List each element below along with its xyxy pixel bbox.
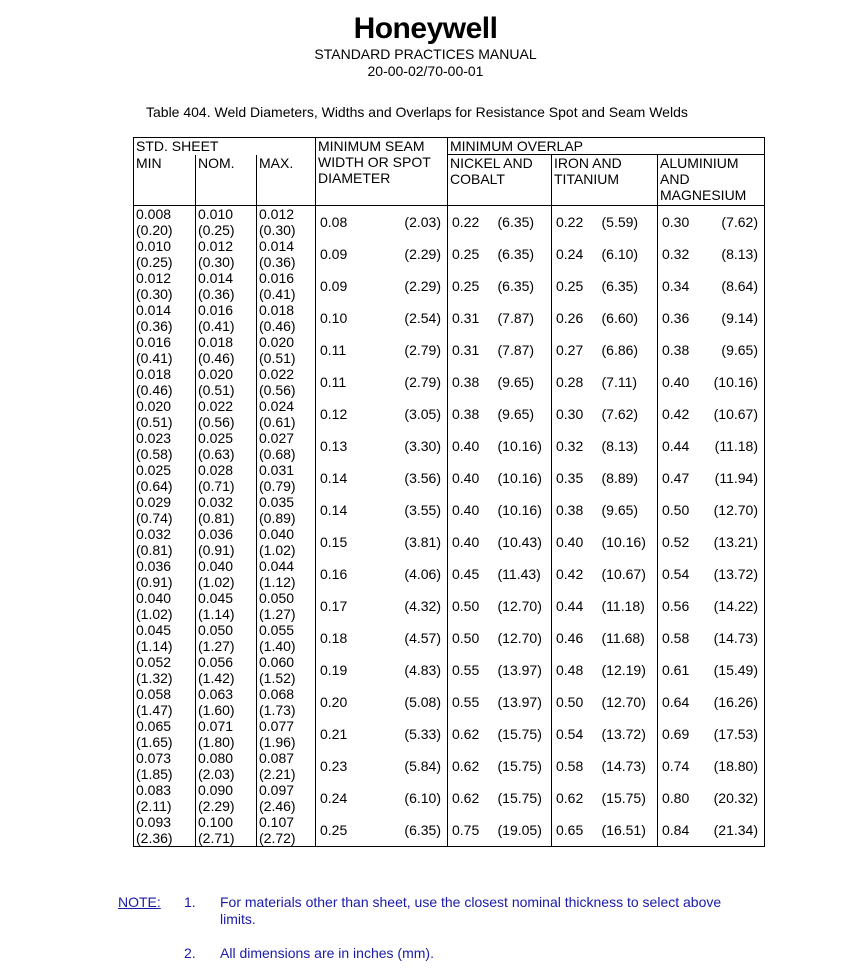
cell-nickel: 0.31: [452, 309, 480, 326]
header-nickel-cobalt: NICKEL AND COBALT: [448, 155, 552, 206]
cell-aluminium-mm: (8.64): [710, 270, 765, 302]
cell-min: 0.020 (0.51): [134, 398, 196, 430]
header-iron-titanium: IRON AND TITANIUM: [552, 155, 658, 206]
cell-iron: 0.54: [556, 725, 584, 742]
cell-seam: 0.23: [320, 757, 348, 774]
cell-aluminium-mm: (9.65): [710, 334, 765, 366]
cell-min: 0.052 (1.32): [134, 654, 196, 686]
cell-iron-mm: (16.51): [600, 814, 658, 847]
cell-min: 0.093 (2.36): [134, 814, 196, 847]
cell-seam-mm: (2.03): [388, 205, 448, 238]
cell-iron-mm: (7.11): [600, 366, 658, 398]
cell-nickel-mm: (13.97): [496, 686, 552, 718]
cell-seam: 0.14: [320, 469, 348, 486]
cell-seam: 0.18: [320, 629, 348, 646]
cell-nom: 0.025 (0.63): [196, 430, 257, 462]
cell-max: 0.012 (0.30): [257, 205, 316, 238]
cell-iron: 0.30: [556, 405, 584, 422]
cell-min: 0.008 (0.20): [134, 205, 196, 238]
cell-seam-mm: (4.83): [388, 654, 448, 686]
cell-seam: 0.17: [320, 597, 348, 614]
cell-nickel-mm: (11.43): [496, 558, 552, 590]
cell-seam: 0.09: [320, 245, 348, 262]
cell-iron: 0.44: [556, 597, 584, 614]
cell-aluminium: 0.80: [662, 789, 690, 806]
cell-nickel-mm: (7.87): [496, 302, 552, 334]
cell-iron-mm: (6.35): [600, 270, 658, 302]
cell-seam-mm: (2.79): [388, 366, 448, 398]
note-text: For materials other than sheet, use the closest nominal thickness to select above limits.: [220, 894, 722, 927]
cell-nickel: 0.62: [452, 757, 480, 774]
cell-iron-mm: (8.89): [600, 462, 658, 494]
cell-seam-mm: (2.29): [388, 238, 448, 270]
cell-nom: 0.022 (0.56): [196, 398, 257, 430]
cell-seam-mm: (2.54): [388, 302, 448, 334]
manual-title: STANDARD PRACTICES MANUAL: [314, 46, 537, 62]
cell-iron: 0.50: [556, 693, 584, 710]
cell-aluminium-mm: (14.22): [710, 590, 765, 622]
cell-nickel: 0.40: [452, 533, 480, 550]
cell-max: 0.020 (0.51): [257, 334, 316, 366]
cell-nickel: 0.50: [452, 629, 480, 646]
cell-iron: 0.32: [556, 437, 584, 454]
table-row: [134, 686, 765, 718]
cell-min: 0.018 (0.46): [134, 366, 196, 398]
cell-nom: 0.056 (1.42): [196, 654, 257, 686]
cell-seam: 0.25: [316, 814, 388, 847]
cell-aluminium: 0.40: [662, 373, 690, 390]
cell-max: 0.077 (1.96): [257, 718, 316, 750]
cell-nickel-mm: (9.65): [496, 366, 552, 398]
cell-seam-mm: (5.84): [388, 750, 448, 782]
cell-iron: 0.38: [556, 501, 584, 518]
cell-iron: 0.48: [556, 661, 584, 678]
note-text: All dimensions are in inches (mm).: [220, 945, 434, 961]
cell-iron-mm: (11.68): [600, 622, 658, 654]
cell-iron: 0.58: [556, 757, 584, 774]
table-row: [134, 205, 765, 238]
brand-logo: Honeywell: [353, 12, 498, 45]
cell-iron: 0.62: [556, 789, 584, 806]
cell-nickel-mm: (6.35): [496, 270, 552, 302]
cell-nom: 0.100 (2.71): [196, 814, 257, 847]
note-label: NOTE:: [118, 894, 161, 910]
table-row: [134, 590, 765, 622]
page-header: [0, 12, 851, 80]
cell-aluminium: 0.30: [658, 205, 710, 238]
cell-aluminium: 0.56: [662, 597, 690, 614]
table-row: [134, 654, 765, 686]
table-row: [134, 462, 765, 494]
cell-nickel-mm: (6.35): [496, 205, 552, 238]
cell-nickel: 0.75: [448, 814, 496, 847]
cell-aluminium-mm: (11.18): [710, 430, 765, 462]
cell-nom: 0.032 (0.81): [196, 494, 257, 526]
cell-iron-mm: (12.19): [600, 654, 658, 686]
cell-iron-mm: (12.70): [600, 686, 658, 718]
cell-iron-mm: (13.72): [600, 718, 658, 750]
cell-aluminium: 0.50: [662, 501, 690, 518]
cell-max: 0.018 (0.46): [257, 302, 316, 334]
cell-nickel: 0.50: [452, 597, 480, 614]
cell-seam-mm: (4.06): [388, 558, 448, 590]
cell-nickel: 0.25: [452, 245, 480, 262]
cell-aluminium: 0.44: [662, 437, 690, 454]
cell-min: 0.023 (0.58): [134, 430, 196, 462]
cell-iron-mm: (8.13): [600, 430, 658, 462]
cell-min: 0.025 (0.64): [134, 462, 196, 494]
cell-seam: 0.14: [320, 501, 348, 518]
cell-seam: 0.13: [320, 437, 348, 454]
cell-iron: 0.46: [556, 629, 584, 646]
cell-aluminium-mm: (12.70): [710, 494, 765, 526]
cell-nickel: 0.31: [452, 341, 480, 358]
cell-nickel: 0.40: [452, 437, 480, 454]
cell-nickel-mm: (10.16): [496, 462, 552, 494]
cell-nickel: 0.22: [448, 205, 496, 238]
table-row: [134, 238, 765, 270]
cell-max: 0.060 (1.52): [257, 654, 316, 686]
cell-nickel-mm: (10.43): [496, 526, 552, 558]
cell-iron: 0.35: [556, 469, 584, 486]
cell-min: 0.029 (0.74): [134, 494, 196, 526]
cell-min: 0.016 (0.41): [134, 334, 196, 366]
cell-aluminium: 0.38: [662, 341, 690, 358]
cell-iron-mm: (10.16): [600, 526, 658, 558]
cell-seam: 0.11: [320, 341, 347, 358]
cell-iron: 0.40: [556, 533, 584, 550]
cell-aluminium: 0.34: [662, 277, 690, 294]
cell-max: 0.044 (1.12): [257, 558, 316, 590]
cell-iron-mm: (5.59): [600, 205, 658, 238]
cell-min: 0.036 (0.91): [134, 558, 196, 590]
header-max: MAX.: [257, 155, 316, 206]
cell-aluminium-mm: (9.14): [710, 302, 765, 334]
cell-nickel: 0.40: [452, 501, 480, 518]
cell-nom: 0.090 (2.29): [196, 782, 257, 814]
cell-min: 0.065 (1.65): [134, 718, 196, 750]
cell-aluminium: 0.47: [662, 469, 690, 486]
cell-aluminium-mm: (8.13): [710, 238, 765, 270]
table-row: [134, 814, 765, 847]
cell-max: 0.016 (0.41): [257, 270, 316, 302]
cell-nickel: 0.40: [452, 469, 480, 486]
cell-nickel-mm: (10.16): [496, 494, 552, 526]
cell-max: 0.107 (2.72): [257, 814, 316, 847]
cell-min: 0.014 (0.36): [134, 302, 196, 334]
cell-seam-mm: (5.33): [388, 718, 448, 750]
cell-nickel: 0.38: [452, 373, 480, 390]
cell-aluminium-mm: (18.80): [710, 750, 765, 782]
table-row: [134, 782, 765, 814]
cell-min: 0.012 (0.30): [134, 270, 196, 302]
cell-nickel-mm: (15.75): [496, 718, 552, 750]
cell-seam-mm: (3.81): [388, 526, 448, 558]
cell-nom: 0.080 (2.03): [196, 750, 257, 782]
cell-seam: 0.20: [320, 693, 348, 710]
table-row: [134, 334, 765, 366]
cell-aluminium: 0.61: [662, 661, 690, 678]
header-seam-width: MINIMUM SEAM WIDTH OR SPOT DIAMETER: [316, 138, 448, 206]
cell-seam: 0.16: [320, 565, 348, 582]
cell-aluminium: 0.84: [658, 814, 710, 847]
cell-max: 0.097 (2.46): [257, 782, 316, 814]
cell-seam: 0.19: [320, 661, 348, 678]
cell-iron: 0.22: [552, 205, 600, 238]
cell-nom: 0.020 (0.51): [196, 366, 257, 398]
cell-seam-mm: (4.57): [388, 622, 448, 654]
cell-seam: 0.11: [320, 373, 347, 390]
cell-nom: 0.063 (1.60): [196, 686, 257, 718]
table-title: Table 404. Weld Diameters, Widths and Overlaps for Resistance Spot and Seam Welds: [146, 104, 688, 120]
cell-seam-mm: (5.08): [388, 686, 448, 718]
cell-aluminium-mm: (7.62): [710, 205, 765, 238]
table-row: [134, 558, 765, 590]
cell-iron: 0.26: [556, 309, 584, 326]
cell-nickel: 0.62: [452, 725, 480, 742]
cell-aluminium: 0.64: [662, 693, 690, 710]
cell-iron-mm: (10.67): [600, 558, 658, 590]
cell-iron: 0.27: [556, 341, 584, 358]
table-row: [134, 270, 765, 302]
cell-iron-mm: (6.60): [600, 302, 658, 334]
cell-aluminium: 0.32: [662, 245, 690, 262]
table-row: [134, 366, 765, 398]
cell-nickel: 0.25: [452, 277, 480, 294]
cell-aluminium-mm: (21.34): [710, 814, 765, 847]
cell-seam: 0.10: [320, 309, 348, 326]
cell-aluminium: 0.58: [662, 629, 690, 646]
cell-aluminium-mm: (15.49): [710, 654, 765, 686]
cell-seam-mm: (6.10): [388, 782, 448, 814]
cell-nom: 0.012 (0.30): [196, 238, 257, 270]
table-row: [134, 718, 765, 750]
cell-max: 0.035 (0.89): [257, 494, 316, 526]
cell-nom: 0.071 (1.80): [196, 718, 257, 750]
cell-max: 0.022 (0.56): [257, 366, 316, 398]
cell-max: 0.027 (0.68): [257, 430, 316, 462]
cell-aluminium-mm: (17.53): [710, 718, 765, 750]
cell-nom: 0.028 (0.71): [196, 462, 257, 494]
table-row: [134, 430, 765, 462]
cell-seam-mm: (3.30): [388, 430, 448, 462]
cell-nom: 0.016 (0.41): [196, 302, 257, 334]
table-row: [134, 526, 765, 558]
cell-max: 0.014 (0.36): [257, 238, 316, 270]
cell-aluminium-mm: (11.94): [710, 462, 765, 494]
table-row: [134, 302, 765, 334]
cell-seam-mm: (2.79): [388, 334, 448, 366]
cell-nom: 0.014 (0.36): [196, 270, 257, 302]
table-row: [134, 494, 765, 526]
cell-iron-mm: (7.62): [600, 398, 658, 430]
cell-seam-mm: (6.35): [388, 814, 448, 847]
cell-seam-mm: (3.05): [388, 398, 448, 430]
cell-min: 0.073 (1.85): [134, 750, 196, 782]
cell-seam-mm: (4.32): [388, 590, 448, 622]
cell-iron-mm: (14.73): [600, 750, 658, 782]
cell-nom: 0.010 (0.25): [196, 205, 257, 238]
cell-max: 0.031 (0.79): [257, 462, 316, 494]
cell-iron: 0.25: [556, 277, 584, 294]
weld-table-body: [134, 205, 765, 846]
cell-nickel-mm: (15.75): [496, 750, 552, 782]
cell-seam-mm: (3.56): [388, 462, 448, 494]
cell-aluminium-mm: (10.16): [710, 366, 765, 398]
cell-nickel-mm: (15.75): [496, 782, 552, 814]
cell-seam: 0.24: [320, 789, 348, 806]
cell-max: 0.068 (1.73): [257, 686, 316, 718]
cell-aluminium: 0.42: [662, 405, 690, 422]
cell-nickel: 0.55: [452, 693, 480, 710]
cell-seam: 0.12: [320, 405, 348, 422]
cell-max: 0.055 (1.40): [257, 622, 316, 654]
table-row: [134, 750, 765, 782]
cell-max: 0.087 (2.21): [257, 750, 316, 782]
cell-seam: 0.09: [320, 277, 348, 294]
cell-nickel-mm: (19.05): [496, 814, 552, 847]
header-std-sheet: STD. SHEET: [134, 138, 316, 155]
cell-aluminium-mm: (14.73): [710, 622, 765, 654]
header-min: MIN: [134, 155, 196, 206]
cell-aluminium: 0.74: [662, 757, 690, 774]
cell-aluminium-mm: (13.21): [710, 526, 765, 558]
cell-iron-mm: (6.86): [600, 334, 658, 366]
cell-nickel: 0.62: [452, 789, 480, 806]
cell-max: 0.050 (1.27): [257, 590, 316, 622]
cell-nickel-mm: (6.35): [496, 238, 552, 270]
cell-seam: 0.08: [316, 205, 388, 238]
cell-seam-mm: (2.29): [388, 270, 448, 302]
cell-min: 0.032 (0.81): [134, 526, 196, 558]
cell-nickel: 0.55: [452, 661, 480, 678]
cell-nickel-mm: (7.87): [496, 334, 552, 366]
cell-min: 0.045 (1.14): [134, 622, 196, 654]
cell-nom: 0.036 (0.91): [196, 526, 257, 558]
cell-aluminium-mm: (16.26): [710, 686, 765, 718]
cell-iron: 0.28: [556, 373, 584, 390]
cell-nom: 0.045 (1.14): [196, 590, 257, 622]
cell-min: 0.010 (0.25): [134, 238, 196, 270]
cell-nickel-mm: (10.16): [496, 430, 552, 462]
cell-iron: 0.42: [556, 565, 584, 582]
document-number: 20-00-02/70-00-01: [367, 63, 484, 79]
cell-nickel-mm: (12.70): [496, 622, 552, 654]
cell-aluminium: 0.36: [662, 309, 690, 326]
table-row: [134, 398, 765, 430]
cell-min: 0.058 (1.47): [134, 686, 196, 718]
cell-nickel: 0.38: [452, 405, 480, 422]
cell-nom: 0.018 (0.46): [196, 334, 257, 366]
cell-aluminium-mm: (10.67): [710, 398, 765, 430]
cell-nickel-mm: (12.70): [496, 590, 552, 622]
cell-seam: 0.21: [320, 725, 348, 742]
cell-seam: 0.15: [320, 533, 348, 550]
table-row: [134, 622, 765, 654]
cell-nom: 0.040 (1.02): [196, 558, 257, 590]
cell-seam-mm: (3.55): [388, 494, 448, 526]
cell-iron-mm: (6.10): [600, 238, 658, 270]
cell-nickel-mm: (13.97): [496, 654, 552, 686]
cell-min: 0.083 (2.11): [134, 782, 196, 814]
header-nom: NOM.: [196, 155, 257, 206]
cell-aluminium-mm: (13.72): [710, 558, 765, 590]
cell-max: 0.024 (0.61): [257, 398, 316, 430]
cell-iron-mm: (11.18): [600, 590, 658, 622]
cell-aluminium: 0.52: [662, 533, 690, 550]
cell-iron-mm: (15.75): [600, 782, 658, 814]
cell-nickel-mm: (9.65): [496, 398, 552, 430]
cell-nickel: 0.45: [452, 565, 480, 582]
header-min-overlap: MINIMUM OVERLAP: [448, 138, 765, 155]
cell-max: 0.040 (1.02): [257, 526, 316, 558]
cell-iron-mm: (9.65): [600, 494, 658, 526]
cell-min: 0.040 (1.02): [134, 590, 196, 622]
weld-table: [133, 137, 765, 847]
cell-iron: 0.65: [552, 814, 600, 847]
note-number: 2.: [184, 945, 196, 961]
cell-aluminium: 0.69: [662, 725, 690, 742]
cell-aluminium-mm: (20.32): [710, 782, 765, 814]
cell-aluminium: 0.54: [662, 565, 690, 582]
cell-nom: 0.050 (1.27): [196, 622, 257, 654]
note-number: 1.: [184, 894, 196, 910]
cell-iron: 0.24: [556, 245, 584, 262]
header-aluminium-magnesium: ALUMINIUM AND MAGNESIUM: [658, 155, 765, 206]
